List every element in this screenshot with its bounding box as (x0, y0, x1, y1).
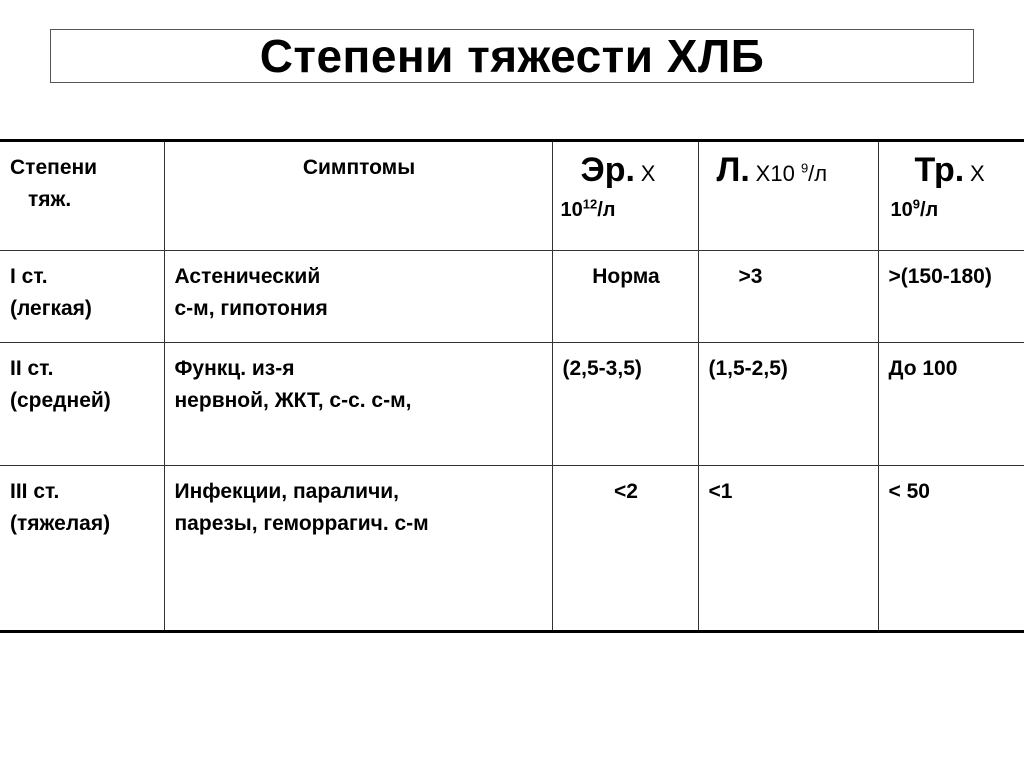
header-l-x-base: Х10 (755, 161, 795, 186)
row-1-l: >3 (698, 251, 878, 343)
table-row (0, 251, 1024, 343)
header-l (698, 141, 878, 251)
row-3-severity-line-2: (тяжелая) (10, 511, 111, 535)
header-l-unit-exp: 9 (800, 160, 809, 176)
header-tr-abbr: Тр. (914, 151, 965, 189)
row-3-er: <2 (552, 466, 698, 632)
header-er-unit (561, 195, 690, 225)
header-tr (878, 141, 1024, 251)
row-3-symptoms-line-2: парезы, геморрагич. с-м (174, 511, 429, 535)
row-2-er: (2,5-3,5) (552, 343, 698, 466)
page-title: Степени тяжести ХЛБ (259, 30, 765, 82)
table-row (0, 343, 1024, 466)
row-3-tr: < 50 (878, 466, 1024, 632)
row-2-severity (0, 343, 164, 466)
row-1-symptoms-line-2: с-м, гипотония (174, 296, 328, 320)
header-severity-line-1: Степени (10, 156, 98, 179)
header-l-abbr: Л. (716, 151, 750, 189)
row-1-severity-line-2: (легкая) (10, 296, 92, 320)
row-2-symptoms (164, 343, 552, 466)
row-2-severity-line-1: II ст. (10, 357, 54, 380)
row-3-severity (0, 466, 164, 632)
header-tr-unit-suffix: /л (919, 198, 939, 221)
row-1-symptoms (164, 251, 552, 343)
row-1-tr: >(150-180) (878, 251, 1024, 343)
row-1-severity-line-1: I ст. (10, 265, 48, 288)
header-er-unit-base: 10 (560, 198, 583, 221)
row-3-symptoms (164, 466, 552, 632)
row-1-severity (0, 251, 164, 343)
header-symptoms (164, 141, 552, 251)
row-2-l: (1,5-2,5) (698, 343, 878, 466)
header-er (552, 141, 698, 251)
header-tr-unit (891, 195, 1017, 225)
header-er-x: Х (640, 161, 656, 186)
header-er-unit-exp: 12 (582, 195, 598, 211)
header-l-unit (756, 161, 827, 186)
row-2-symptoms-line-2: нервной, ЖКТ, с-с. с-м, (174, 388, 412, 412)
header-er-unit-suffix: /л (597, 198, 616, 221)
header-tr-unit-base: 10 (890, 198, 913, 221)
title-box (50, 29, 974, 83)
row-3-l: <1 (698, 466, 878, 632)
row-2-symptoms-line-1: Функц. из-я (174, 357, 295, 380)
row-1-symptoms-line-1: Астенический (174, 265, 321, 288)
row-3-symptoms-line-1: Инфекции, параличи, (174, 480, 400, 503)
table-header-row (0, 141, 1024, 251)
row-2-severity-line-2: (средней) (10, 388, 111, 412)
row-1-er: Норма (552, 251, 698, 343)
header-er-abbr: Эр. (580, 151, 635, 189)
severity-table (0, 139, 1024, 633)
row-3-severity-line-1: III ст. (10, 480, 60, 503)
row-2-tr: До 100 (878, 343, 1024, 466)
header-severity (0, 141, 164, 251)
header-tr-unit-exp: 9 (912, 195, 920, 211)
header-l-unit-suffix: /л (808, 161, 828, 186)
table-row (0, 466, 1024, 632)
header-tr-x: Х (970, 161, 985, 186)
header-severity-line-2: тяж. (28, 187, 72, 211)
header-symptoms-label: Симптомы (302, 156, 416, 179)
